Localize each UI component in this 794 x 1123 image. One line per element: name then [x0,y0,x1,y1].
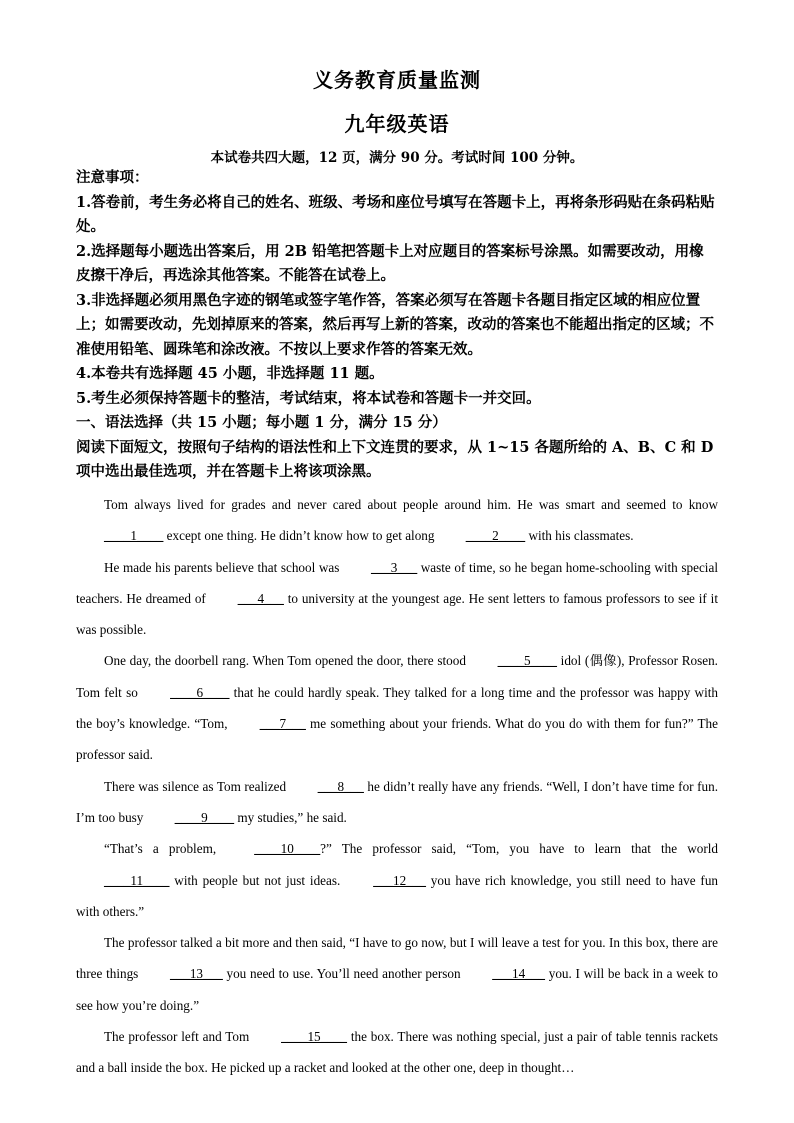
blank-13: ___13___ [170,966,223,982]
passage-text: The professor talked a bit more and then said, “I have to go now, but I will leave a test for you. In this box, there are three things [76,935,718,982]
blank-4: ___4___ [237,590,284,606]
blank-5: ____5____ [497,653,557,669]
subject-title: 九年级英语 [344,112,450,136]
section-description: 阅读下面短文，按照句子结构的语法性和上下文连贯的要求，从 1~15 各题所给的 A、B、C 和 D 项中选出最佳选项，并在答题卡上将该项涂黑。 [76,438,714,480]
blank-12: ___12___ [373,872,426,888]
passage-text: with his classmates. [525,528,634,544]
passage-text: the box. There was nothing special, just a pair of table tennis rackets and a ball inside the box. He picked up a racket and looked at the other one, deep in thought… [76,1029,718,1076]
passage-text: me something about your friends. What do you do with them for fun?” The professor said. [76,716,718,763]
blank-11: ____11____ [104,872,170,888]
instruction-item: 2.选择题每小题选出答案后，用 2B 铅笔把答题卡上对应题目的答案标号涂黑。如需要改动，用橡皮擦干净后，再选涂其他答案。不能答在试卷上。 [76,242,704,284]
passage-text: with people but not just ideas. [169,872,346,888]
passage-paragraph [76,1021,718,1084]
passage-paragraph [76,489,718,552]
instruction-item: 3.非选择题必须用黑色字迹的钢笔或签字笔作答，答案必须写在答题卡各题目指定区域的相应位置上；如需要改动，先划掉原来的答案，然后再写上新的答案，改动的答案也不能超出指定的区域；不准使用铅笔、圆珠笔和涂改液。不按以上要求作答的答案无效。 [76,291,714,358]
passage-text: One day, the doorbell rang. When Tom opened the door, there stood [104,653,470,669]
instructions-heading: 注意事项： [76,169,149,186]
instruction-item: 1.答卷前，考生务必将自己的姓名、班级、考场和座位号填写在答题卡上，再将条形码贴在条码粘贴处。 [76,193,715,235]
passage-paragraph [76,771,718,834]
blank-3: ___3___ [371,559,418,575]
passage-text: he didn’t really have any friends. “Well, I don’t have time for fun. I’m too busy [76,778,718,825]
blank-2: ____2____ [465,528,526,544]
blank-8: ___8___ [317,778,364,794]
passage-text: idol (偶像), Professor Rosen. Tom felt so [76,653,718,700]
blank-9: ____9____ [174,809,235,825]
passage-text: my studies,” he said. [234,809,347,825]
passage-text: He made his parents believe that school was [104,559,343,575]
passage-text: There was silence as Tom realized [104,778,290,794]
passage-text: you need to use. You’ll need another person [222,966,465,982]
passage-text: ?” The professor said, “Tom, you have to learn that the world [320,841,718,857]
passage-text: to university at the youngest age. He sent letters to famous professors to see if it was possible. [76,590,719,638]
instruction-item: 5.考生必须保持答题卡的整洁，考试结束，将本试卷和答题卡一并交回。 [76,389,541,407]
blank-6: ____6____ [170,684,230,700]
blank-14: ___14___ [492,966,546,982]
passage-text: you have rich knowledge, you still need to have fun with others.” [76,872,719,919]
instructions-block [76,166,718,485]
passage-paragraph [76,645,718,770]
passage-text: “That’s a problem, [104,841,227,857]
passage-text: except one thing. He didn’t know how to get along [163,528,438,544]
exam-meta: 本试卷共四大题，12 页，满分 90 分。考试时间 100 分钟。 [210,150,584,166]
passage-paragraph [76,833,718,927]
instruction-item: 4.本卷共有选择题 45 小题，非选择题 11 题。 [76,365,384,382]
passage-text: Tom always lived for grades and never cared about people around him. He was smart and seemed to know [104,497,718,512]
passage-text: The professor left and Tom [104,1029,254,1045]
passage-text: you. I will be back in a week to see how you’re doing.” [76,966,718,1013]
passage-paragraph [76,552,718,646]
passage-paragraph [76,927,718,1021]
blank-15: ____15____ [281,1029,347,1045]
page-title: 义务教育质量监测 [313,68,481,92]
blank-10: ____10____ [254,841,321,857]
passage-text: that he could hardly speak. They talked for a long time and the professor was happy with the boy’s knowledge. “Tom, [76,684,718,732]
section-title: 一、语法选择（共 15 小题；每小题 1 分，满分 15 分） [76,414,447,431]
reading-passage [76,489,718,1084]
passage-text: waste of time, so he began home-schooling with special teachers. He dreamed of [76,559,718,606]
blank-7: ___7___ [259,716,306,732]
blank-1: ____1____ [104,528,164,544]
